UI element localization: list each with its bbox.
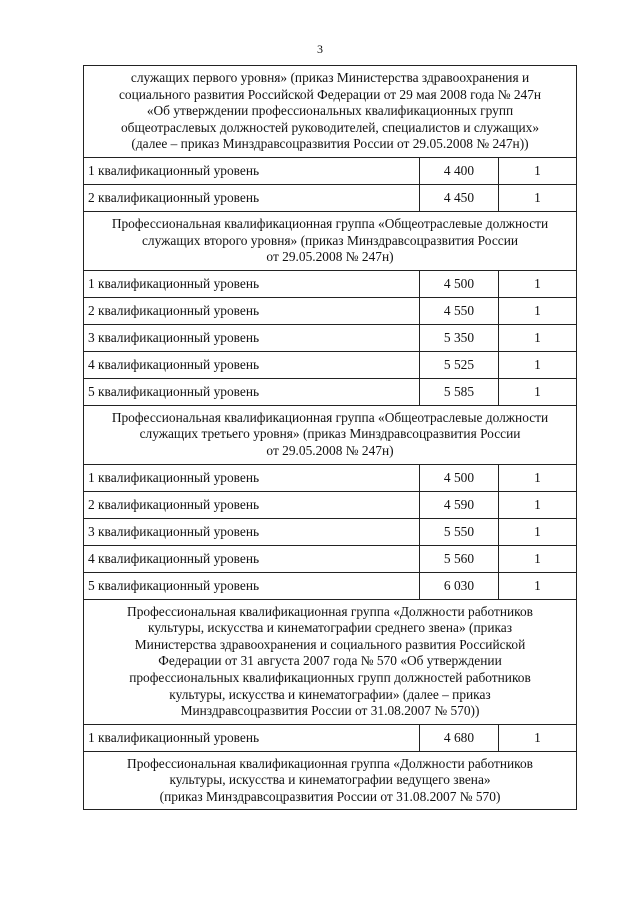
group-heading-line: «Об утверждении профессиональных квалификационных групп — [146, 103, 514, 119]
table-row — [84, 724, 577, 751]
coefficient-cell: 1 — [499, 297, 577, 324]
group-heading-line: служащих первого уровня» (приказ Министерства здравоохранения и — [130, 70, 530, 85]
table-row — [84, 157, 577, 184]
group-heading-line: культуры, искусства и кинематографии» (далее – приказ — [169, 686, 491, 702]
coefficient-cell: 1 — [499, 724, 577, 751]
coefficient-cell: 1 — [499, 518, 577, 545]
salary-cell: 4 500 — [420, 270, 499, 297]
qualification-level-cell: 1 квалификационный уровень — [84, 157, 420, 184]
group-heading — [84, 405, 577, 464]
group-heading-line: (приказ Минздравсоцразвития России от 31.08.2007 № 570) — [159, 788, 501, 804]
group-heading-line: Федерации от 31 августа 2007 года № 570 «Об утверждении — [158, 653, 502, 669]
group-heading-line: Профессиональная квалификационная группа «Должности работников — [127, 603, 533, 619]
qualification-level-cell: 1 квалификационный уровень — [84, 270, 420, 297]
group-heading-line: Профессиональная квалификационная группа «Общеотраслевые должности — [111, 215, 549, 231]
group-heading-line: служащих второго уровня» (приказ Минздравсоцразвития России — [141, 232, 519, 248]
coefficient-cell: 1 — [499, 464, 577, 491]
page-number: 3 — [317, 42, 323, 56]
group-heading-line: культуры, искусства и кинематографии среднего звена» (приказ — [147, 620, 513, 636]
qualification-level-cell: 5 квалификационный уровень — [84, 572, 420, 599]
salary-cell: 6 030 — [420, 572, 499, 599]
coefficient-cell: 1 — [499, 324, 577, 351]
salary-cell: 5 560 — [420, 545, 499, 572]
group-heading-line: от 29.05.2008 № 247н) — [266, 249, 394, 265]
group-heading-line: общеотраслевых должностей руководителей, специалистов и служащих» — [120, 119, 540, 135]
table-row — [84, 518, 577, 545]
salary-cell: 5 525 — [420, 351, 499, 378]
salary-cell: 5 585 — [420, 378, 499, 405]
table-row — [84, 351, 577, 378]
salary-cell: 5 350 — [420, 324, 499, 351]
group-heading-line: профессиональных квалификационных групп должностей работников — [129, 669, 531, 685]
group-heading — [84, 66, 577, 158]
coefficient-cell: 1 — [499, 491, 577, 518]
group-heading — [84, 211, 577, 270]
qualification-level-cell: 2 квалификационный уровень — [84, 184, 420, 211]
group-heading-line: (далее – приказ Минздравсоцразвития России от 29.05.2008 № 247н)) — [131, 136, 529, 152]
table-row — [84, 324, 577, 351]
salary-cell: 5 550 — [420, 518, 499, 545]
coefficient-cell: 1 — [499, 351, 577, 378]
coefficient-cell: 1 — [499, 270, 577, 297]
salary-table — [83, 65, 577, 810]
salary-cell: 4 550 — [420, 297, 499, 324]
salary-cell: 4 450 — [420, 184, 499, 211]
group-heading-line: социального развития Российской Федерации от 29 мая 2008 года № 247н — [118, 86, 542, 102]
salary-cell: 4 400 — [420, 157, 499, 184]
qualification-level-cell: 5 квалификационный уровень — [84, 378, 420, 405]
qualification-level-cell: 2 квалификационный уровень — [84, 491, 420, 518]
table-row — [84, 572, 577, 599]
salary-cell: 4 500 — [420, 464, 499, 491]
group-heading-line: Минздравсоцразвития России от 31.08.2007 № 570)) — [180, 703, 480, 719]
salary-table-body — [84, 66, 577, 810]
group-heading-row — [84, 751, 577, 810]
table-row — [84, 464, 577, 491]
group-heading-line: Профессиональная квалификационная группа «Общеотраслевые должности — [111, 409, 549, 425]
qualification-level-cell: 4 квалификационный уровень — [84, 351, 420, 378]
table-row — [84, 270, 577, 297]
qualification-level-cell: 4 квалификационный уровень — [84, 545, 420, 572]
group-heading-line: культуры, искусства и кинематографии ведущего звена» — [169, 772, 491, 788]
coefficient-cell: 1 — [499, 572, 577, 599]
group-heading-line: Министерства здравоохранения и социального развития Российской — [134, 636, 526, 652]
qualification-level-cell: 1 квалификационный уровень — [84, 464, 420, 491]
group-heading-row — [84, 405, 577, 464]
coefficient-cell: 1 — [499, 184, 577, 211]
coefficient-cell: 1 — [499, 378, 577, 405]
group-heading-row — [84, 66, 577, 158]
group-heading-line: Профессиональная квалификационная группа «Должности работников — [127, 755, 533, 771]
group-heading-row — [84, 211, 577, 270]
salary-cell: 4 590 — [420, 491, 499, 518]
group-heading — [84, 751, 577, 810]
qualification-level-cell: 1 квалификационный уровень — [84, 724, 420, 751]
group-heading — [84, 599, 577, 724]
table-row — [84, 491, 577, 518]
group-heading-line: от 29.05.2008 № 247н) — [266, 442, 394, 458]
qualification-level-cell: 3 квалификационный уровень — [84, 324, 420, 351]
qualification-level-cell: 2 квалификационный уровень — [84, 297, 420, 324]
table-row — [84, 378, 577, 405]
table-row — [84, 297, 577, 324]
group-heading-row — [84, 599, 577, 724]
coefficient-cell: 1 — [499, 545, 577, 572]
salary-cell: 4 680 — [420, 724, 499, 751]
table-row — [84, 545, 577, 572]
coefficient-cell: 1 — [499, 157, 577, 184]
table-row — [84, 184, 577, 211]
group-heading-line: служащих третьего уровня» (приказ Минздравсоцразвития России — [139, 426, 521, 442]
qualification-level-cell: 3 квалификационный уровень — [84, 518, 420, 545]
